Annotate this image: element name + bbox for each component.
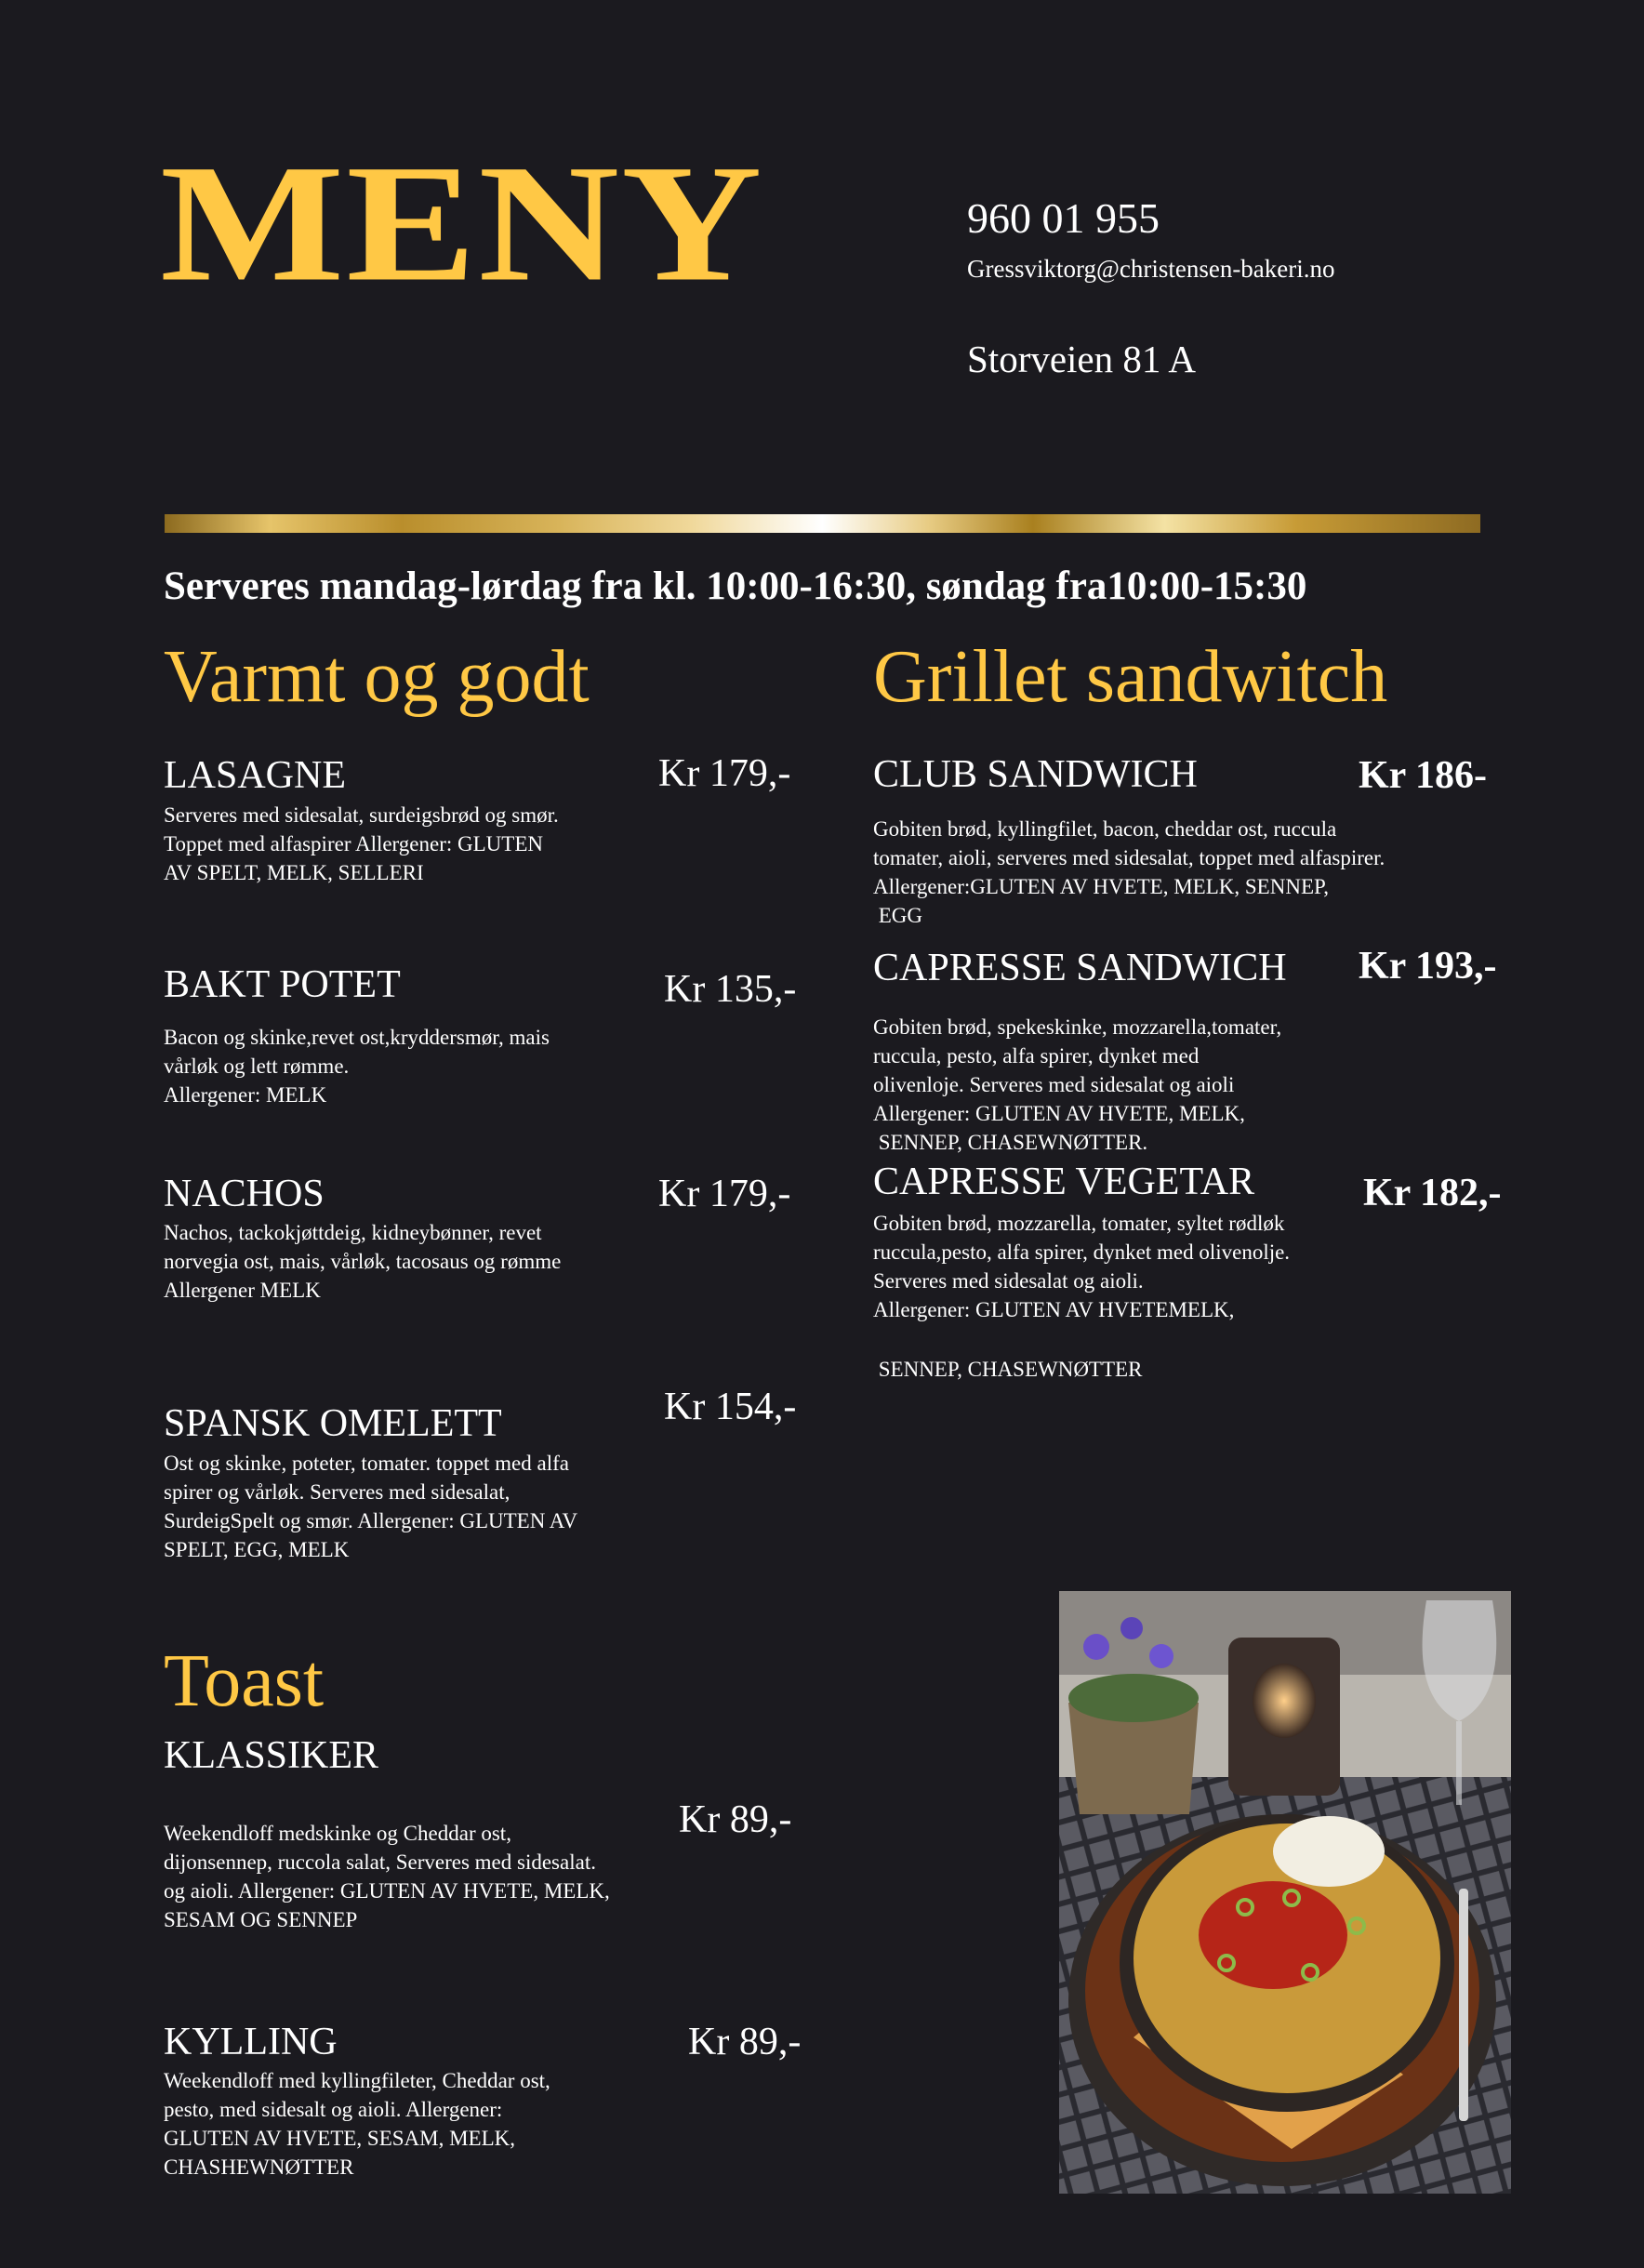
section-title-varmt: Varmt og godt bbox=[164, 636, 590, 718]
item-desc-capresse-sandwich bbox=[873, 1013, 1281, 1157]
item-price-lasagne: Kr 179,- bbox=[658, 752, 791, 795]
item-desc-klassiker bbox=[164, 1819, 610, 1934]
item-name-capresse-vegetar: CAPRESSE VEGETAR bbox=[873, 1161, 1255, 1203]
item-price-nachos: Kr 179,- bbox=[658, 1173, 791, 1215]
item-price-club-sandwich: Kr 186- bbox=[1359, 754, 1488, 797]
street-address: Storveien 81 A bbox=[967, 338, 1196, 380]
item-name-klassiker: KLASSIKER bbox=[164, 1734, 379, 1777]
desc-line: SPELT, EGG, MELK bbox=[164, 1538, 350, 1561]
desc-line: Gobiten brød, spekeskinke, mozzarella,tomater, bbox=[873, 1015, 1282, 1039]
desc-line: Allergener: GLUTEN AV HVETE, MELK, bbox=[873, 1102, 1245, 1125]
desc-line: SENNEP, CHASEWNØTTER bbox=[873, 1358, 1143, 1381]
desc-line: SENNEP, CHASEWNØTTER. bbox=[873, 1131, 1148, 1154]
desc-line: CHASHEWNØTTER bbox=[164, 2155, 354, 2179]
desc-line: ruccula,pesto, alfa spirer, dynket med olivenolje. bbox=[873, 1240, 1291, 1264]
serving-hours: Serveres mandag-lørdag fra kl. 10:00-16:30, søndag fra10:00-15:30 bbox=[164, 564, 1307, 608]
email-address: Gressviktorg@christensen-bakeri.no bbox=[967, 255, 1335, 283]
desc-line: tomater, aioli, serveres med sidesalat, toppet med alfaspirer. bbox=[873, 846, 1385, 869]
desc-line: Nachos, tackokjøttdeig, kidneybønner, revet bbox=[164, 1221, 542, 1244]
item-price-klassiker: Kr 89,- bbox=[679, 1798, 792, 1841]
item-price-kylling: Kr 89,- bbox=[688, 2021, 802, 2063]
desc-line: Ost og skinke, poteter, tomater. toppet med alfa bbox=[164, 1452, 569, 1475]
item-name-club-sandwich: CLUB SANDWICH bbox=[873, 753, 1198, 796]
gold-divider bbox=[165, 514, 1480, 533]
item-price-capresse-vegetar: Kr 182,- bbox=[1363, 1172, 1502, 1214]
item-name-lasagne: LASAGNE bbox=[164, 754, 346, 797]
desc-line: SESAM OG SENNEP bbox=[164, 1908, 358, 1931]
desc-line bbox=[873, 1324, 1290, 1355]
item-name-nachos: NACHOS bbox=[164, 1173, 325, 1215]
desc-line: EGG bbox=[873, 904, 923, 927]
desc-line: Serveres med sidesalat og aioli. bbox=[873, 1269, 1144, 1293]
desc-line: og aioli. Allergener: GLUTEN AV HVETE, MELK, bbox=[164, 1879, 610, 1903]
desc-line: Allergener:GLUTEN AV HVETE, MELK, SENNEP, bbox=[873, 875, 1329, 898]
desc-line: spirer og vårløk. Serveres med sidesalat, bbox=[164, 1480, 510, 1504]
desc-line: Gobiten brød, mozzarella, tomater, syltet rødløk bbox=[873, 1212, 1285, 1235]
desc-line: Bacon og skinke,revet ost,kryddersmør, mais bbox=[164, 1026, 550, 1049]
nachos-photo bbox=[1059, 1591, 1511, 2194]
desc-line: GLUTEN AV HVETE, SESAM, MELK, bbox=[164, 2127, 516, 2150]
item-name-bakt-potet: BAKT POTET bbox=[164, 963, 401, 1006]
desc-line: Serveres med sidesalat, surdeigsbrød og smør. bbox=[164, 803, 559, 827]
item-desc-bakt-potet bbox=[164, 1023, 550, 1109]
item-desc-nachos bbox=[164, 1218, 561, 1305]
section-title-grillet: Grillet sandwitch bbox=[873, 636, 1388, 718]
desc-line: SurdeigSpelt og smør. Allergener: GLUTEN AV bbox=[164, 1509, 578, 1532]
desc-line: pesto, med sidesalt og aioli. Allergener: bbox=[164, 2098, 503, 2121]
phone-number: 960 01 955 bbox=[967, 194, 1160, 242]
desc-line: dijonsennep, ruccola salat, Serveres med sidesalat. bbox=[164, 1850, 596, 1874]
item-price-capresse-sandwich: Kr 193,- bbox=[1359, 945, 1497, 988]
desc-line: Weekendloff med kyllingfileter, Cheddar ost, bbox=[164, 2069, 550, 2092]
item-desc-lasagne bbox=[164, 801, 559, 887]
item-desc-spansk-omelett bbox=[164, 1449, 577, 1564]
desc-line: Allergener: GLUTEN AV HVETEMELK, bbox=[873, 1298, 1235, 1321]
desc-line: Toppet med alfaspirer Allergener: GLUTEN bbox=[164, 832, 543, 855]
desc-line: AV SPELT, MELK, SELLERI bbox=[164, 861, 424, 884]
item-name-kylling: KYLLING bbox=[164, 2021, 338, 2063]
desc-line: norvegia ost, mais, vårløk, tacosaus og rømme bbox=[164, 1250, 562, 1273]
desc-line: Gobiten brød, kyllingfilet, bacon, cheddar ost, ruccula bbox=[873, 817, 1337, 841]
desc-line: ruccula, pesto, alfa spirer, dynket med bbox=[873, 1044, 1200, 1068]
desc-line: Allergener MELK bbox=[164, 1279, 321, 1302]
item-name-spansk-omelett: SPANSK OMELETT bbox=[164, 1402, 502, 1445]
item-desc-club-sandwich bbox=[873, 815, 1385, 930]
item-desc-kylling bbox=[164, 2066, 550, 2182]
desc-line: Weekendloff medskinke og Cheddar ost, bbox=[164, 1822, 511, 1845]
item-desc-capresse-vegetar bbox=[873, 1209, 1290, 1384]
desc-line: Allergener: MELK bbox=[164, 1083, 327, 1107]
item-name-capresse-sandwich: CAPRESSE SANDWICH bbox=[873, 947, 1287, 989]
menu-title: MENY bbox=[160, 130, 764, 317]
item-price-bakt-potet: Kr 135,- bbox=[664, 968, 797, 1011]
item-price-spansk-omelett: Kr 154,- bbox=[664, 1386, 797, 1428]
desc-line: olivenloje. Serveres med sidesalat og aioli bbox=[873, 1073, 1235, 1096]
section-title-toast: Toast bbox=[164, 1640, 325, 1722]
desc-line: vårløk og lett rømme. bbox=[164, 1054, 350, 1078]
